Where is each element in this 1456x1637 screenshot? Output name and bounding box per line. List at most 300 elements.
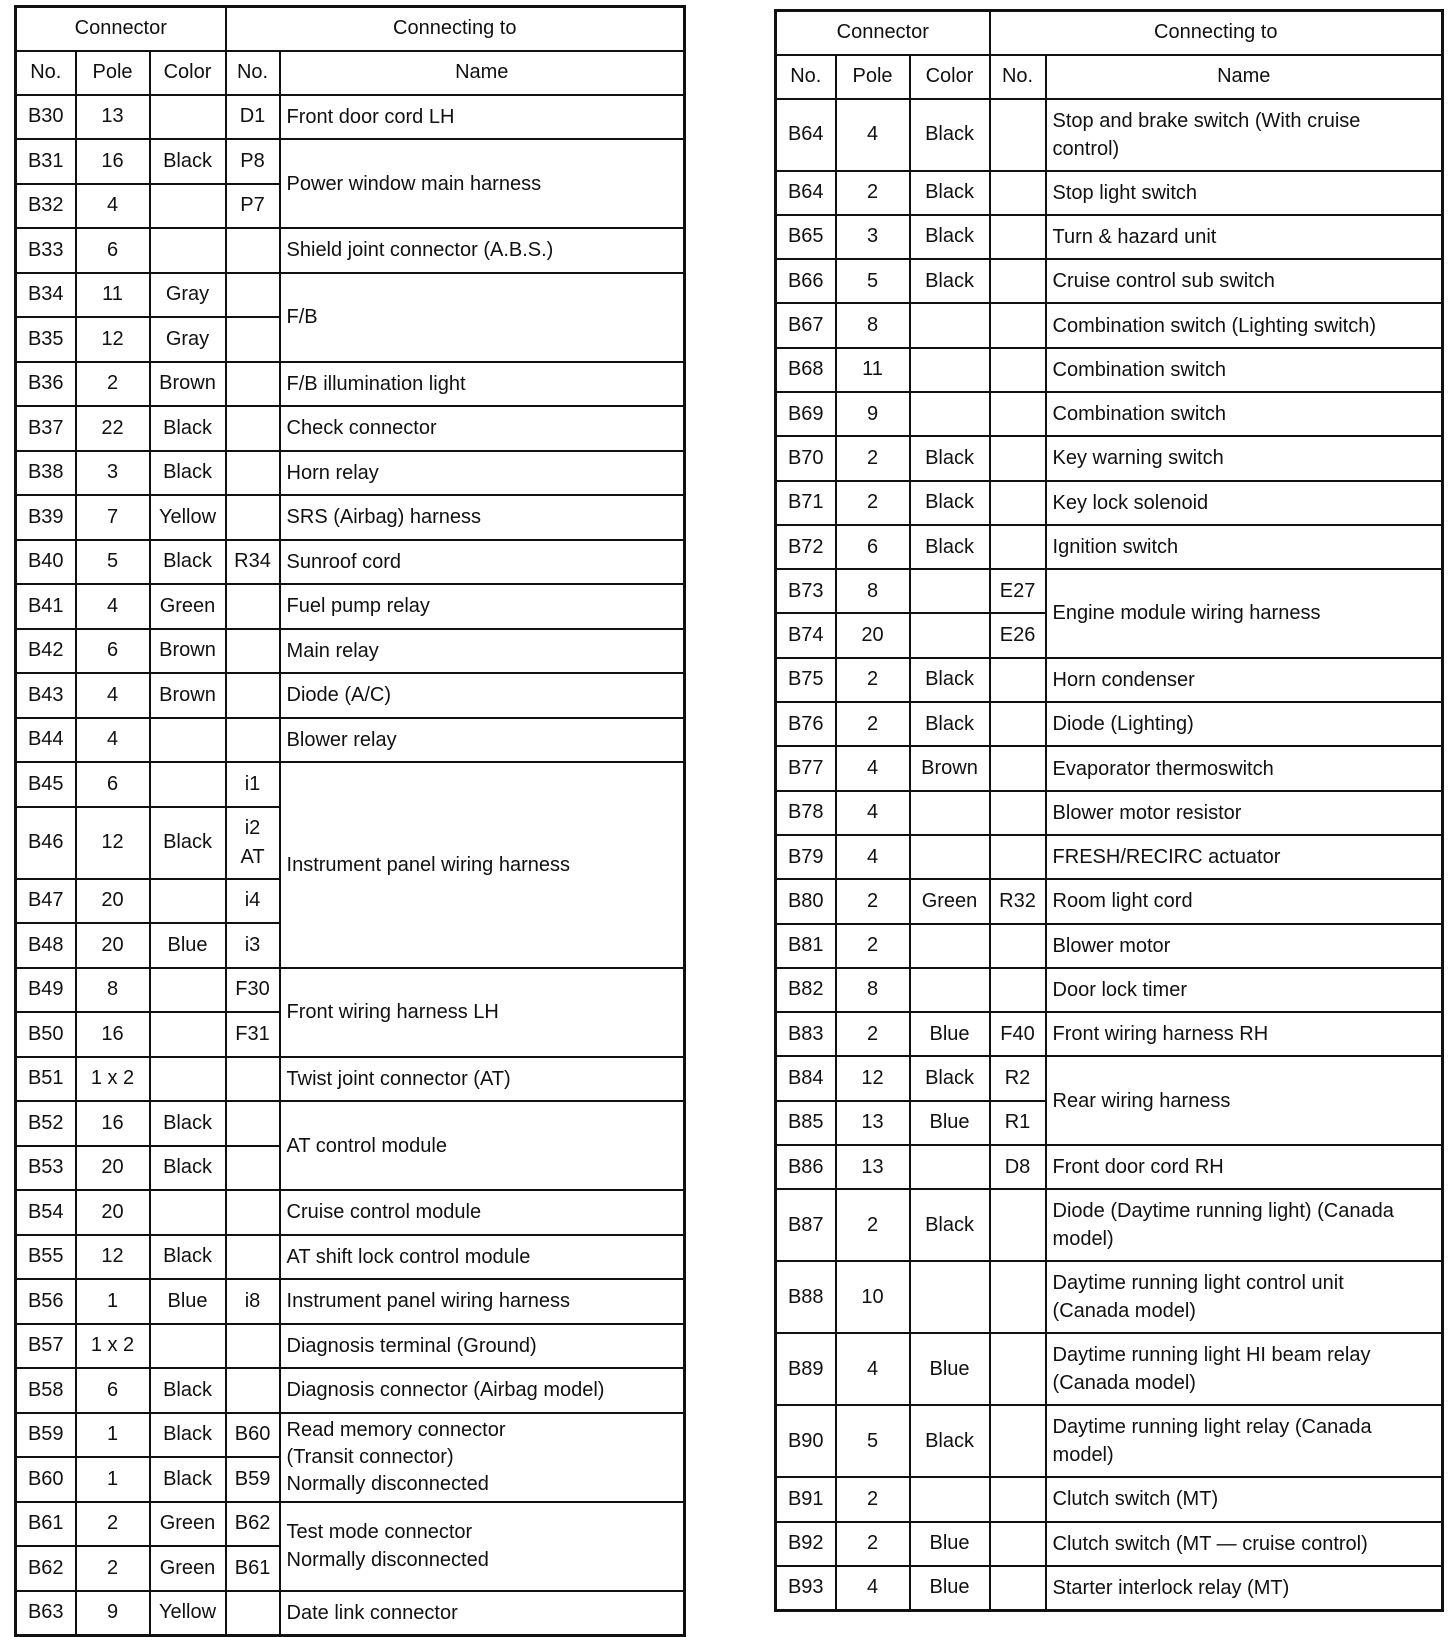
mating-connector-no — [226, 673, 280, 718]
pole-count: 20 — [76, 1146, 150, 1191]
wire-color — [150, 968, 226, 1013]
pole-count: 4 — [76, 584, 150, 629]
wire-color: Black — [910, 481, 990, 525]
connector-no: B65 — [776, 215, 836, 259]
mating-connector-no: F40 — [990, 1012, 1046, 1056]
pole-count: 9 — [76, 1591, 150, 1636]
table-row — [776, 259, 1443, 303]
connector-no: B43 — [16, 673, 76, 718]
connector-no: B87 — [776, 1189, 836, 1261]
wire-color: Black — [150, 1457, 226, 1502]
connector-no: B39 — [16, 495, 76, 540]
wire-color: Brown — [150, 629, 226, 674]
connector-no: B48 — [16, 923, 76, 968]
connecting-name-line: (Canada model) — [1052, 1300, 1196, 1323]
table-row — [776, 968, 1443, 1012]
table-row — [16, 273, 685, 318]
mating-connector-no — [226, 228, 280, 273]
table-row — [776, 392, 1443, 436]
connecting-name: Instrument panel wiring harness — [280, 762, 685, 968]
pole-count: 2 — [836, 481, 910, 525]
connecting-name: F/B illumination light — [280, 362, 685, 407]
pole-count: 10 — [836, 1261, 910, 1333]
wire-color: Gray — [150, 317, 226, 362]
connecting-name: Cruise control sub switch — [1046, 259, 1443, 303]
connecting-name: Engine module wiring harness — [1046, 569, 1443, 658]
connector-no: B37 — [16, 406, 76, 451]
wire-color: Gray — [150, 273, 226, 318]
connecting-name-line: Stop and brake switch (With cruise — [1052, 109, 1361, 132]
mating-connector-no — [990, 924, 1046, 968]
connector-no: B55 — [16, 1235, 76, 1280]
mating-connector-no — [226, 1101, 280, 1146]
connector-no: B71 — [776, 481, 836, 525]
mating-connector-no — [990, 259, 1046, 303]
table-row — [776, 1333, 1443, 1405]
wire-color: Blue — [910, 1012, 990, 1056]
pole-count: 2 — [836, 702, 910, 746]
mating-connector-no — [990, 1261, 1046, 1333]
table-row — [776, 569, 1443, 613]
pole-count: 20 — [76, 1190, 150, 1235]
mating-connector-no — [990, 968, 1046, 1012]
connecting-name: Clutch switch (MT — cruise control) — [1046, 1522, 1443, 1566]
connector-no: B79 — [776, 835, 836, 879]
col-header-color: Color — [910, 55, 990, 99]
pole-count: 11 — [836, 348, 910, 392]
pole-count: 4 — [836, 1566, 910, 1610]
connector-no: B58 — [16, 1368, 76, 1413]
wire-color — [910, 1477, 990, 1521]
mating-connector-no: B61 — [226, 1546, 280, 1591]
pole-count: 2 — [76, 1502, 150, 1547]
pole-count: 22 — [76, 406, 150, 451]
connector-no: B74 — [776, 613, 836, 657]
wire-color: Blue — [910, 1333, 990, 1405]
connector-no: B90 — [776, 1405, 836, 1477]
wire-color: Black — [910, 1056, 990, 1100]
table-row — [16, 451, 685, 496]
pole-count: 3 — [836, 215, 910, 259]
connector-no: B78 — [776, 791, 836, 835]
connector-no: B57 — [16, 1324, 76, 1369]
connecting-name-line: Daytime running light relay (Canada — [1052, 1416, 1372, 1439]
wire-color: Blue — [150, 1279, 226, 1324]
connector-no: B60 — [16, 1457, 76, 1502]
pole-count: 2 — [836, 658, 910, 702]
table-row — [16, 1190, 685, 1235]
pole-count: 12 — [76, 317, 150, 362]
pole-count: 4 — [836, 746, 910, 790]
connector-no: B80 — [776, 879, 836, 923]
pole-count: 20 — [836, 613, 910, 657]
connecting-name: Front wiring harness RH — [1046, 1012, 1443, 1056]
mating-connector-no — [990, 1477, 1046, 1521]
connecting-name: Front door cord RH — [1046, 1145, 1443, 1189]
connector-no: B32 — [16, 184, 76, 229]
table-row — [16, 584, 685, 629]
mating-connector-no: R2 — [990, 1056, 1046, 1100]
connector-no: B82 — [776, 968, 836, 1012]
wire-color: Blue — [910, 1101, 990, 1145]
connecting-name: Turn & hazard unit — [1046, 215, 1443, 259]
pole-count: 20 — [76, 923, 150, 968]
connecting-name — [280, 1413, 685, 1502]
pole-count: 2 — [836, 171, 910, 215]
connecting-name: Evaporator thermoswitch — [1046, 746, 1443, 790]
mating-connector-no — [226, 451, 280, 496]
mating-connector-no: i3 — [226, 923, 280, 968]
pole-count: 2 — [836, 1189, 910, 1261]
wire-color: Black — [150, 1413, 226, 1458]
connecting-name-line: Daytime running light control unit — [1052, 1272, 1344, 1295]
connecting-name-line: Test mode connector — [286, 1521, 473, 1543]
connector-no: B92 — [776, 1522, 836, 1566]
wire-color: Black — [910, 525, 990, 569]
wire-color — [150, 762, 226, 807]
connecting-name: F/B — [280, 273, 685, 362]
mating-connector-no — [990, 746, 1046, 790]
connector-no: B38 — [16, 451, 76, 496]
col-header-color: Color — [150, 51, 226, 95]
connecting-name — [280, 1502, 685, 1591]
pole-count: 20 — [76, 879, 150, 924]
connector-no: B89 — [776, 1333, 836, 1405]
mating-connector-no: P8 — [226, 139, 280, 184]
connector-no: B91 — [776, 1477, 836, 1521]
table-row — [16, 540, 685, 585]
connecting-name: Clutch switch (MT) — [1046, 1477, 1443, 1521]
connecting-name-line: Normally disconnected — [286, 1472, 489, 1495]
connecting-name: Horn relay — [280, 451, 685, 496]
mating-connector-no — [990, 791, 1046, 835]
connecting-name: Room light cord — [1046, 879, 1443, 923]
pole-count: 4 — [836, 99, 910, 171]
pole-count: 13 — [836, 1145, 910, 1189]
connecting-name: Front wiring harness LH — [280, 968, 685, 1057]
pole-count: 16 — [76, 1101, 150, 1146]
pole-count: 6 — [76, 1368, 150, 1413]
connecting-name — [1046, 1405, 1443, 1477]
table-row — [776, 1056, 1443, 1100]
table-row — [776, 525, 1443, 569]
connecting-name: Cruise control module — [280, 1190, 685, 1235]
connector-table-left — [14, 5, 686, 1637]
table-row — [776, 436, 1443, 480]
connecting-name: Rear wiring harness — [1046, 1056, 1443, 1145]
pole-count: 4 — [836, 791, 910, 835]
table-row — [16, 1591, 685, 1636]
wire-color: Black — [910, 99, 990, 171]
mating-connector-no: B59 — [226, 1457, 280, 1502]
connecting-name: Key warning switch — [1046, 436, 1443, 480]
connector-no: B56 — [16, 1279, 76, 1324]
table-row — [16, 362, 685, 407]
connector-no: B70 — [776, 436, 836, 480]
connecting-name — [1046, 1261, 1443, 1333]
wire-color: Green — [150, 1502, 226, 1547]
connector-no: B30 — [16, 95, 76, 140]
col-header-name: Name — [280, 51, 685, 95]
table-row — [16, 495, 685, 540]
pole-count: 4 — [76, 718, 150, 763]
pole-count: 7 — [76, 495, 150, 540]
mating-connector-no — [226, 1591, 280, 1636]
wire-color: Yellow — [150, 1591, 226, 1636]
connecting-name — [1046, 1333, 1443, 1405]
wire-color: Black — [910, 658, 990, 702]
connector-no: B77 — [776, 746, 836, 790]
wire-color: Blue — [150, 923, 226, 968]
wire-color: Yellow — [150, 495, 226, 540]
connecting-name: Blower motor resistor — [1046, 791, 1443, 835]
pole-count: 2 — [836, 924, 910, 968]
table-row — [776, 658, 1443, 702]
connector-no: B83 — [776, 1012, 836, 1056]
wire-color — [150, 1012, 226, 1057]
table-row — [16, 1279, 685, 1324]
pole-count: 2 — [836, 1012, 910, 1056]
pole-count: 2 — [76, 1546, 150, 1591]
table-row — [16, 228, 685, 273]
pole-count: 2 — [836, 436, 910, 480]
connecting-name: Key lock solenoid — [1046, 481, 1443, 525]
table-row — [776, 1522, 1443, 1566]
connecting-to-group-header: Connecting to — [226, 7, 685, 51]
pole-count: 5 — [76, 540, 150, 585]
connecting-name: SRS (Airbag) harness — [280, 495, 685, 540]
mating-connector-no — [990, 99, 1046, 171]
connecting-name: Diagnosis terminal (Ground) — [280, 1324, 685, 1369]
table-row — [776, 481, 1443, 525]
pole-count: 6 — [836, 525, 910, 569]
connecting-name: Blower motor — [1046, 924, 1443, 968]
connector-no: B84 — [776, 1056, 836, 1100]
connector-no: B51 — [16, 1057, 76, 1102]
col-header-no: No. — [16, 51, 76, 95]
wire-color — [150, 1057, 226, 1102]
mating-connector-no: i4 — [226, 879, 280, 924]
wire-color: Black — [910, 259, 990, 303]
table-row — [776, 1405, 1443, 1477]
wire-color — [150, 879, 226, 924]
connecting-name-line: model) — [1052, 1444, 1114, 1467]
table-row — [776, 99, 1443, 171]
mating-connector-no: F31 — [226, 1012, 280, 1057]
connecting-name-line: model) — [1052, 1228, 1114, 1251]
connector-no: B31 — [16, 139, 76, 184]
mating-connector-no — [990, 1189, 1046, 1261]
mating-connector-no — [226, 718, 280, 763]
mating-connector-no — [990, 436, 1046, 480]
col-header-to-no: No. — [990, 55, 1046, 99]
table-row — [16, 1368, 685, 1413]
col-header-pole: Pole — [836, 55, 910, 99]
mating-connector-no — [990, 348, 1046, 392]
mating-connector-no: P7 — [226, 184, 280, 229]
mating-connector-no — [226, 495, 280, 540]
mating-connector-no — [990, 392, 1046, 436]
connector-group-header: Connector — [776, 11, 990, 55]
pole-count: 2 — [836, 1522, 910, 1566]
connecting-name: Stop light switch — [1046, 171, 1443, 215]
mating-connector-no — [990, 303, 1046, 347]
connecting-name-line: (Transit connector) — [286, 1445, 454, 1468]
table-row — [16, 968, 685, 1013]
table-row — [16, 718, 685, 763]
table-row — [776, 1145, 1443, 1189]
pole-count: 1 x 2 — [76, 1324, 150, 1369]
mating-connector-no: R32 — [990, 879, 1046, 923]
pole-count: 6 — [76, 762, 150, 807]
connector-no: B64 — [776, 99, 836, 171]
connector-no: B42 — [16, 629, 76, 674]
mating-connector-no — [990, 215, 1046, 259]
col-header-name: Name — [1046, 55, 1443, 99]
mating-connector-no — [226, 362, 280, 407]
connector-no: B75 — [776, 658, 836, 702]
table-row — [16, 1101, 685, 1146]
wire-color: Green — [910, 879, 990, 923]
wire-color: Brown — [150, 673, 226, 718]
mating-connector-no — [226, 1057, 280, 1102]
pole-count: 5 — [836, 1405, 910, 1477]
connector-no: B50 — [16, 1012, 76, 1057]
connector-no: B72 — [776, 525, 836, 569]
wire-color: Blue — [910, 1566, 990, 1610]
pole-count: 1 — [76, 1413, 150, 1458]
table-row — [776, 879, 1443, 923]
wire-color — [150, 95, 226, 140]
wire-color: Black — [150, 139, 226, 184]
connector-no: B85 — [776, 1101, 836, 1145]
connector-no: B69 — [776, 392, 836, 436]
table-row — [16, 1502, 685, 1547]
connecting-name-line: control) — [1052, 137, 1120, 160]
connecting-name: Main relay — [280, 629, 685, 674]
table-row — [776, 791, 1443, 835]
table-row — [776, 1566, 1443, 1610]
wire-color: Black — [150, 1146, 226, 1191]
connector-no: B61 — [16, 1502, 76, 1547]
connector-no: B54 — [16, 1190, 76, 1235]
mating-connector-no — [226, 273, 280, 318]
connector-no: B47 — [16, 879, 76, 924]
mating-connector-no: R34 — [226, 540, 280, 585]
connecting-name-line: Daytime running light HI beam relay — [1052, 1344, 1371, 1367]
table-row — [16, 1235, 685, 1280]
col-header-to-no: No. — [226, 51, 280, 95]
connector-no: B88 — [776, 1261, 836, 1333]
pole-count: 1 x 2 — [76, 1057, 150, 1102]
connecting-name: FRESH/RECIRC actuator — [1046, 835, 1443, 879]
pole-count: 12 — [76, 807, 150, 879]
wire-color: Black — [150, 1101, 226, 1146]
pole-count: 2 — [836, 879, 910, 923]
mating-connector-no: B62 — [226, 1502, 280, 1547]
connector-no: B49 — [16, 968, 76, 1013]
connecting-name: Power window main harness — [280, 139, 685, 228]
mating-connector-no: i8 — [226, 1279, 280, 1324]
mating-connector-no — [990, 1333, 1046, 1405]
mating-connector-no — [990, 481, 1046, 525]
connecting-to-group-header: Connecting to — [990, 11, 1443, 55]
wire-color: Black — [150, 1368, 226, 1413]
connector-no: B67 — [776, 303, 836, 347]
table-row — [776, 835, 1443, 879]
wire-color: Black — [910, 702, 990, 746]
connecting-name — [1046, 1189, 1443, 1261]
wire-color: Black — [910, 171, 990, 215]
wire-color: Black — [910, 215, 990, 259]
connector-no: B66 — [776, 259, 836, 303]
connector-no: B73 — [776, 569, 836, 613]
connecting-name: Diode (Lighting) — [1046, 702, 1443, 746]
connecting-name-line: Read memory connector — [286, 1418, 506, 1441]
pole-count: 13 — [836, 1101, 910, 1145]
wire-color — [910, 968, 990, 1012]
pole-count: 1 — [76, 1457, 150, 1502]
connecting-name: AT shift lock control module — [280, 1235, 685, 1280]
table-row — [16, 406, 685, 451]
table-row — [776, 348, 1443, 392]
connector-no: B34 — [16, 273, 76, 318]
mating-connector-no: E26 — [990, 613, 1046, 657]
col-header-pole: Pole — [76, 51, 150, 95]
mating-connector-no-line: AT — [240, 845, 265, 868]
connecting-name: Horn condenser — [1046, 658, 1443, 702]
table-row — [776, 1012, 1443, 1056]
pole-count: 16 — [76, 139, 150, 184]
mating-connector-no — [226, 406, 280, 451]
wire-color — [910, 613, 990, 657]
mating-connector-no: F30 — [226, 968, 280, 1013]
wire-color: Black — [910, 1405, 990, 1477]
connector-no: B59 — [16, 1413, 76, 1458]
mating-connector-no — [990, 525, 1046, 569]
connecting-name: Shield joint connector (A.B.S.) — [280, 228, 685, 273]
connecting-name-line: (Canada model) — [1052, 1372, 1196, 1395]
table-row — [776, 303, 1443, 347]
connecting-name: Front door cord LH — [280, 95, 685, 140]
connecting-name: Instrument panel wiring harness — [280, 1279, 685, 1324]
connecting-name: Diode (A/C) — [280, 673, 685, 718]
pole-count: 16 — [76, 1012, 150, 1057]
table-row — [16, 139, 685, 184]
wire-color — [910, 791, 990, 835]
connecting-name: Combination switch — [1046, 348, 1443, 392]
connector-no: B35 — [16, 317, 76, 362]
table-row — [16, 762, 685, 807]
connecting-name: Check connector — [280, 406, 685, 451]
pole-count: 2 — [76, 362, 150, 407]
connecting-name: Diagnosis connector (Airbag model) — [280, 1368, 685, 1413]
table-row — [776, 702, 1443, 746]
mating-connector-no — [226, 584, 280, 629]
table-row — [776, 171, 1443, 215]
connecting-name: Fuel pump relay — [280, 584, 685, 629]
connector-group-header: Connector — [16, 7, 226, 51]
mating-connector-no — [226, 629, 280, 674]
mating-connector-no: D1 — [226, 95, 280, 140]
pole-count: 9 — [836, 392, 910, 436]
connector-no: B52 — [16, 1101, 76, 1146]
wire-color — [910, 348, 990, 392]
wire-color — [150, 228, 226, 273]
mating-connector-no: i1 — [226, 762, 280, 807]
wire-color — [150, 1324, 226, 1369]
connecting-name: Combination switch — [1046, 392, 1443, 436]
